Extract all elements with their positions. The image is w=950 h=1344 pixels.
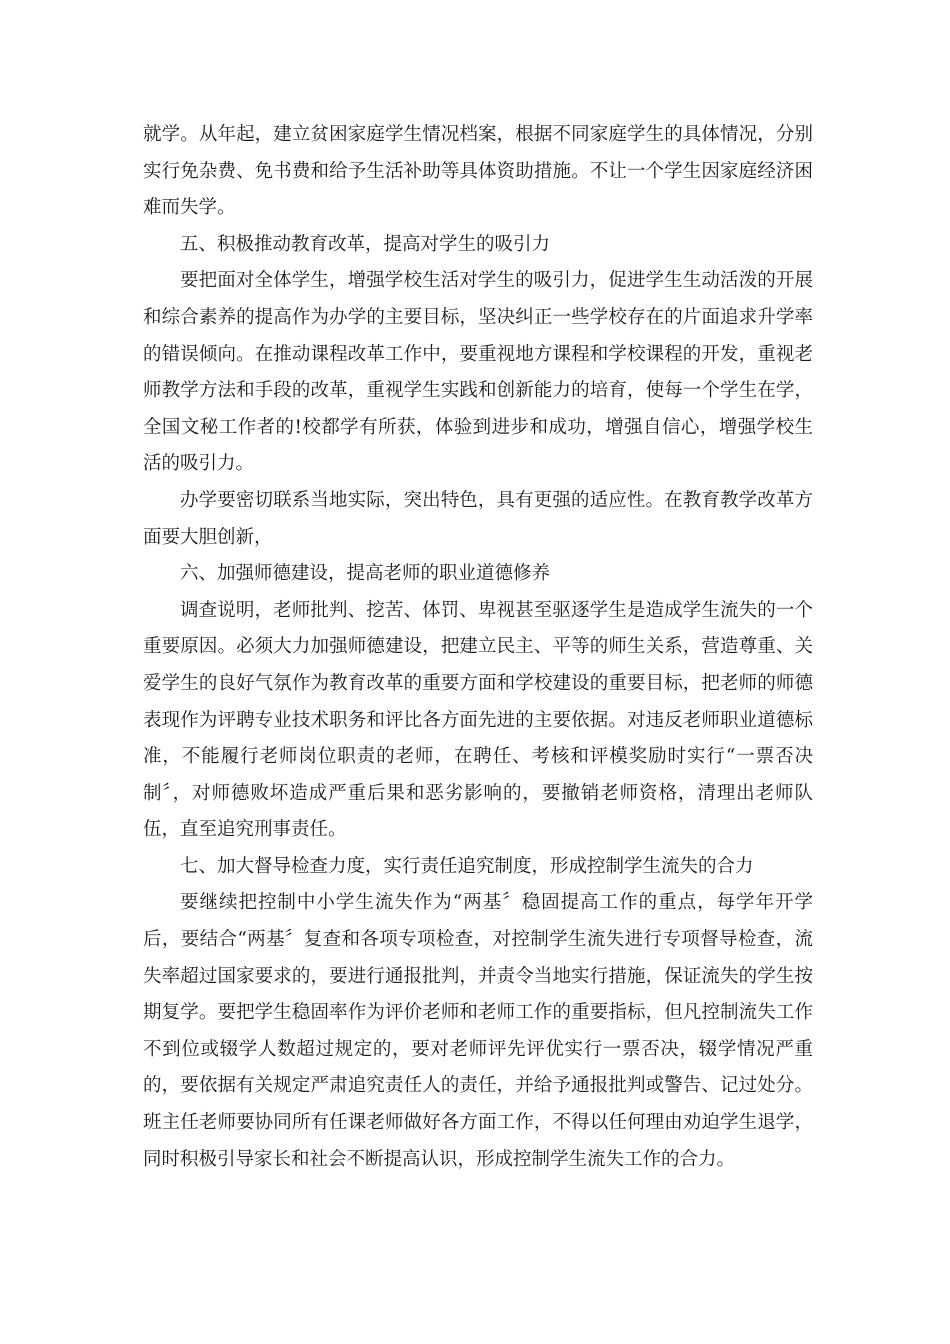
section-heading-7: 七、加大督导检查力度，实行责任追究制度，形成控制学生流失的合力 [180, 855, 754, 877]
paragraph-body: 要把面对全体学生，增强学校生活对学生的吸引力，促进学生生动活泼的开展和综合素养的提高作为办学的主要目标，坚决纠正一些学校存在的片面追求升学率的错误倾向。在推动课程改革工作中，要重视地方课程和学校课程的开发，重视老师教学方法和手段的改革，重视学生实践和创新能力的培育，使每一个学生在学，全国文秘工作者的!校都学有所获，体验到进步和成功，增强自信心，增强学校生活的吸引力。 [143, 270, 813, 475]
document-body [143, 117, 813, 1178]
paragraph-body: 办学要密切联系当地实际，突出特色，具有更强的适应性。在教育教学改革方面要大胆创新， [143, 489, 813, 548]
paragraph-body: 要继续把控制中小学生流失作为“两基〞稳固提高工作的重点，每学年开学后，要结合“两基〞复查和各项专项检查，对控制学生流失进行专项督导检查，流失率超过国家要求的，要进行通报批判，并责令当地实行措施，保证流失的学生按期复学。要把学生稳固率作为评价老师和老师工作的重要指标，但凡控制流失工作不到位或辍学人数超过规定的，要对老师评先评优实行一票否决，辍学情况严重的，要依据有关规定严肃追究责任人的责任，并给予通报批判或警告、记过处分。班主任老师要协同所有任课老师做好各方面工作，不得以任何理由劝迫学生退学，同时积极引导家长和社会不断提高认识，形成控制学生流失工作的合力。 [143, 892, 813, 1170]
section-heading-5: 五、积极推动教育改革，提高对学生的吸引力 [180, 233, 551, 255]
paragraph-continuation: 就学。从年起，建立贫困家庭学生情况档案，根据不同家庭学生的具体情况，分别实行免杂费、免书费和给予生活补助等具体资助措施。不让一个学生因家庭经济困难而失学。 [143, 124, 813, 219]
section-heading-6: 六、加强师德建设，提高老师的职业道德修养 [180, 563, 551, 585]
paragraph-body: 调查说明，老师批判、挖苦、体罚、卑视甚至驱逐学生是造成学生流失的一个重要原因。必须大力加强师德建设，把建立民主、平等的师生关系，营造尊重、关爱学生的良好气氛作为教育改革的重要方面和学校建设的重要目标，把老师的师德表现作为评聘专业技术职务和评比各方面先进的主要依据。对违反老师职业道德标准，不能履行老师岗位职责的老师，在聘任、考核和评模奖励时实行“一票否决制〞，对师德败坏造成严重后果和恶劣影响的，要撤销老师资格，清理出老师队伍，直至追究刑事责任。 [143, 599, 813, 841]
